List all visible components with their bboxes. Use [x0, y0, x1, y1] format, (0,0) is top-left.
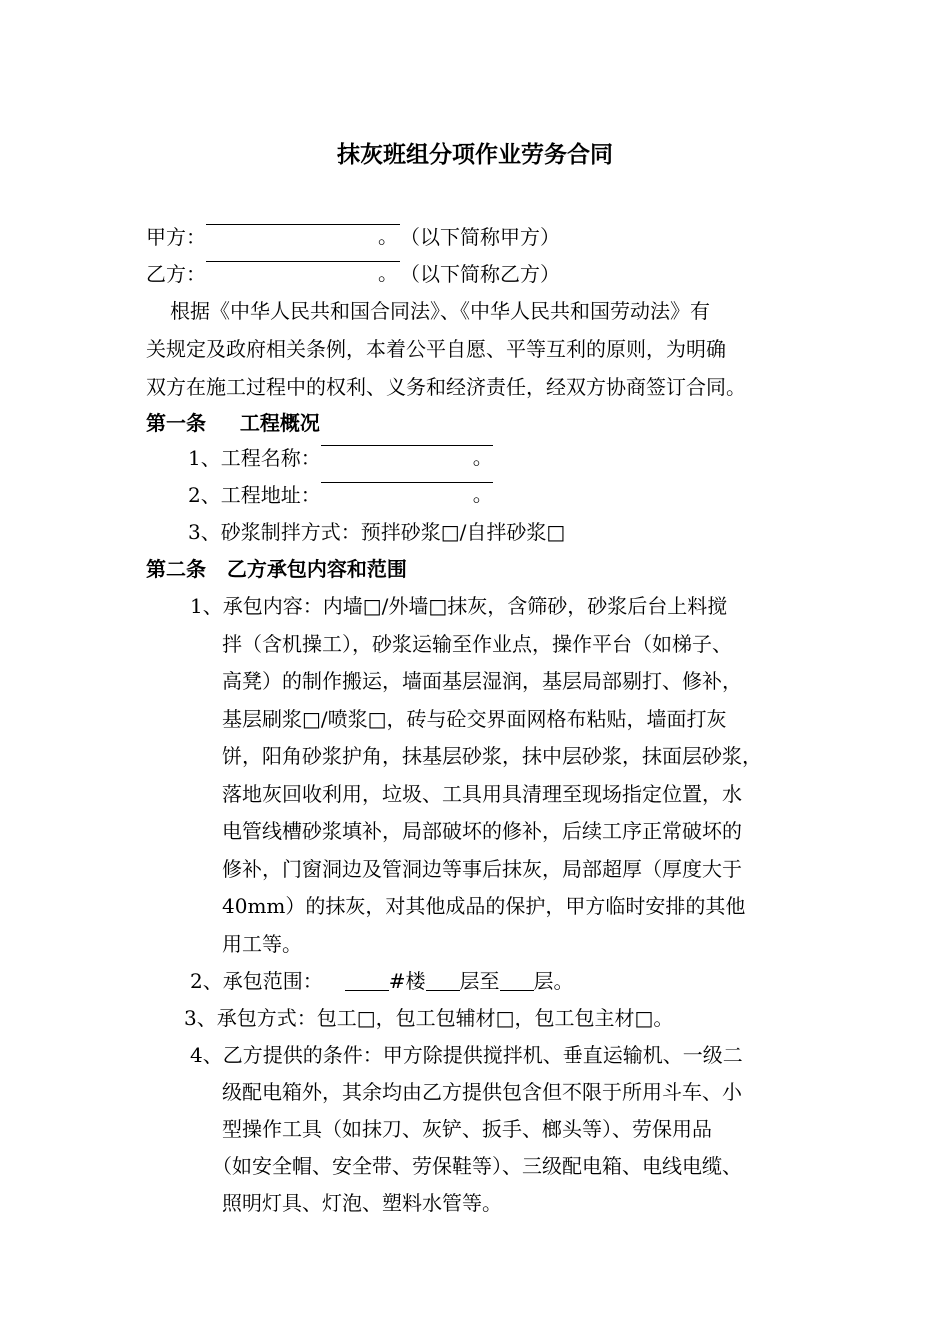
art2-item-1-line: 落地灰回收利用，垃圾、工具用具清理至现场指定位置，水	[222, 782, 742, 806]
intro-line: 关规定及政府相关条例，本着公平自愿、平等互利的原则，为明确	[146, 337, 726, 361]
art2-item-4-line: 4、乙方提供的条件：甲方除提供搅拌机、垂直运输机、一级二	[190, 1043, 743, 1067]
article-1-heading: 第一条 工程概况	[146, 411, 320, 435]
party-b-blank-end: 。	[378, 261, 398, 285]
document-title: 抹灰班组分项作业劳务合同	[337, 142, 613, 168]
art2-item-1-line: 电管线槽砂浆填补，局部破坏的修补，后续工序正常破坏的	[222, 819, 742, 843]
floor-suffix: 层。	[533, 969, 574, 993]
art2-item-4-line: （如安全帽、安全带、劳保鞋等）、三级配电箱、电线电缆、	[212, 1154, 742, 1178]
project-address-blank	[321, 482, 493, 506]
art2-item-1-line: 40mm）的抹灰，对其他成品的保护，甲方临时安排的其他	[222, 894, 746, 918]
party-b-blank	[206, 261, 400, 285]
project-address-blank-end: 。	[472, 482, 493, 506]
building-no-blank	[345, 968, 389, 991]
art2-item-4-line: 照明灯具、灯泡、塑料水管等。	[222, 1191, 502, 1215]
art1-item-2	[188, 482, 493, 508]
intro-line: 根据《中华人民共和国合同法》、《中华人民共和国劳动法》有	[170, 299, 710, 323]
party-b-label: 乙方：	[146, 262, 206, 286]
art2-item-1-line: 基层刷浆□/喷浆□，砖与砼交界面网格布粘贴，墙面打灰	[222, 707, 727, 731]
art2-item-2	[190, 968, 574, 994]
art2-item-1-line: 修补，门窗洞边及管洞边等事后抹灰，局部超厚（厚度大于	[222, 857, 742, 881]
art2-item-4-line: 级配电箱外，其余均由乙方提供包含但不限于所用斗车、小	[222, 1080, 742, 1104]
party-a-suffix: （以下简称甲方）	[400, 225, 560, 249]
party-a-line	[146, 224, 560, 250]
project-name-blank-end: 。	[472, 445, 493, 469]
art2-item-1-line: 用工等。	[222, 932, 302, 956]
party-a-label: 甲方：	[146, 225, 206, 249]
party-b-suffix: （以下简称乙方）	[400, 262, 560, 286]
party-b-line	[146, 261, 560, 287]
floor-to-blank	[500, 968, 534, 991]
art1-item-3: 3、砂浆制拌方式：预拌砂浆□/自拌砂浆□	[188, 520, 566, 544]
art2-item-3: 3、承包方式：包工□，包工包辅材□，包工包主材□。	[184, 1006, 674, 1030]
art2-item-1-line: 1、承包内容：内墙□/外墙□抹灰，含筛砂，砂浆后台上料搅	[190, 594, 728, 618]
art2-item-1-line: 高凳）的制作搬运，墙面基层湿润，基层局部剔打、修补，	[222, 669, 742, 693]
project-address-label: 2、工程地址：	[188, 483, 321, 507]
art1-item-1	[188, 445, 493, 471]
art2-item-1-line: 拌（含机操工），砂浆运输至作业点，操作平台（如梯子、	[222, 632, 732, 656]
party-a-blank-end: 。	[378, 224, 398, 248]
party-a-blank	[206, 224, 400, 248]
intro-line: 双方在施工过程中的权利、义务和经济责任，经双方协商签订合同。	[146, 375, 746, 399]
project-name-blank	[321, 445, 493, 469]
building-suffix: #楼	[388, 969, 426, 993]
article-2-heading: 第二条 乙方承包内容和范围	[146, 557, 407, 581]
floor-from-blank	[426, 968, 460, 991]
art2-item-1-line: 饼，阳角砂浆护角，抹基层砂浆，抹中层砂浆，抹面层砂浆，	[222, 744, 762, 768]
floor-to-label: 层至	[459, 969, 500, 993]
art2-item-4-line: 型操作工具（如抹刀、灰铲、扳手、榔头等）、劳保用品	[222, 1117, 712, 1141]
scope-label: 2、承包范围：	[190, 969, 323, 993]
project-name-label: 1、工程名称：	[188, 446, 321, 470]
